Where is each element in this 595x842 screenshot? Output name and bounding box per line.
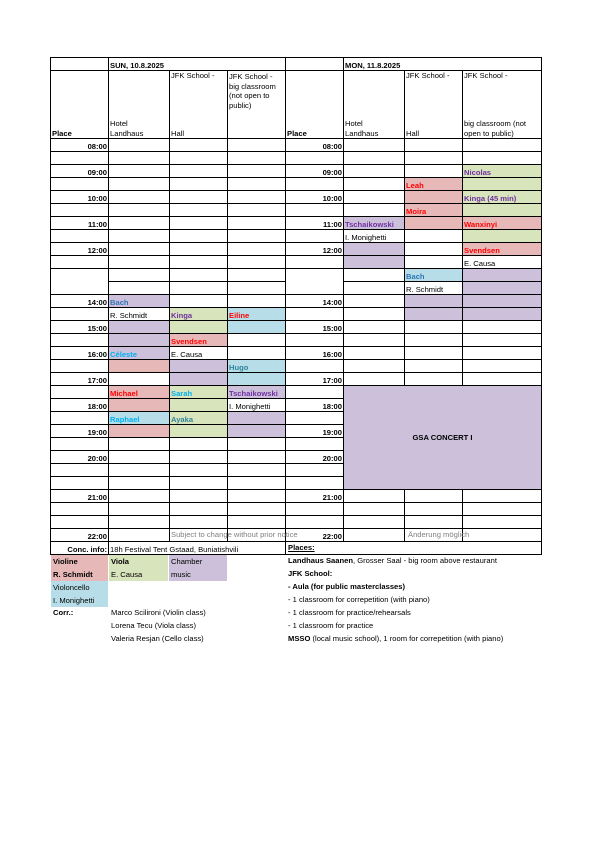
time-label: 20:00	[286, 451, 344, 464]
places-landhaus-name: Landhaus Saanen	[288, 556, 353, 565]
time-label: 17:00	[286, 373, 344, 386]
places-landhaus-desc: , Grosser Saal - big room above restaurant	[353, 556, 497, 565]
day1-date: SUN, 10.8.2025	[109, 58, 286, 71]
slot-e-causa: E. Causa	[463, 256, 542, 269]
col-jfk-hall-label: Hall	[406, 128, 420, 138]
legend-viola: Viola	[109, 555, 168, 568]
slot-kinga: Kinga (45 min)	[463, 191, 542, 204]
time-label: 11:00	[51, 217, 109, 230]
time-label: 16:00	[51, 347, 109, 360]
legend-r-schmidt: R. Schmidt	[51, 568, 108, 581]
slot-wanxinyi: Wanxinyi	[463, 217, 542, 230]
day2-date: MON, 11.8.2025	[344, 58, 542, 71]
conc-info-text: 18h Festival Tent Gstaad, Buniatishvili	[109, 542, 286, 555]
time-label: 18:00	[51, 399, 109, 412]
time-label: 16:00	[286, 347, 344, 360]
places-landhaus	[288, 556, 497, 566]
places-msso-desc: (local music school), 1 room for correpetition (with piano)	[310, 634, 504, 643]
schedule-table	[50, 57, 542, 555]
blank-cell	[51, 58, 109, 71]
slot-i-monighetti: I. Monighetti	[228, 399, 286, 412]
time-label: 21:00	[286, 490, 344, 503]
time-label: 10:00	[51, 191, 109, 204]
slot-ayaka: Ayaka	[170, 412, 228, 425]
slot-r-schmidt: R. Schmidt	[109, 308, 170, 321]
places-room3: - 1 classroom for practice	[288, 621, 374, 630]
time-label: 18:00	[286, 399, 344, 412]
time-label: 12:00	[51, 243, 109, 256]
slot-sarah: Sarah	[170, 386, 228, 399]
slot-hugo: Hugo	[228, 360, 286, 373]
time-label: 19:00	[51, 425, 109, 438]
place-header: Place	[286, 71, 344, 139]
time-label: 17:00	[51, 373, 109, 386]
legend-chamber: Chamber	[169, 555, 227, 568]
slot-r-schmidt: R. Schmidt	[405, 282, 463, 295]
slot-bach: Bach	[405, 269, 463, 282]
slot-celeste: Céleste	[109, 347, 170, 360]
time-label: 09:00	[286, 165, 344, 178]
legend-music: music	[169, 568, 227, 581]
col-jfk-hall	[405, 71, 463, 139]
note-aenderung: Änderung möglich	[408, 530, 470, 539]
legend-e-causa: E. Causa	[109, 568, 168, 581]
places-title: Places:	[288, 543, 315, 552]
places-jfk: JFK School:	[288, 569, 333, 578]
time-label: 22:00	[51, 529, 109, 542]
corr-viola: Lorena Tecu (Viola class)	[111, 621, 196, 630]
corr-violin: Marco Scilironi (Violin class)	[111, 608, 206, 617]
slot-i-monighetti: I. Monighetti	[344, 230, 405, 243]
time-label: 21:00	[51, 490, 109, 503]
col-jfk-top: JFK School -	[464, 71, 508, 80]
col-jfk-hall	[170, 71, 228, 139]
col-hotel-landhaus: Hotel Landhaus	[344, 71, 405, 139]
col-jfk-classroom-label: big classroom (not open to public)	[464, 119, 527, 138]
time-label: 11:00	[286, 217, 344, 230]
slot-e-causa: E. Causa	[170, 347, 228, 360]
time-label: 22:00	[286, 529, 344, 542]
time-label: 08:00	[51, 139, 109, 152]
slot-raphael: Raphael	[109, 412, 170, 425]
concert-block: GSA CONCERT I	[344, 386, 542, 490]
time-label: 19:00	[286, 425, 344, 438]
time-label: 15:00	[286, 321, 344, 334]
col-jfk-top: JFK School -	[171, 71, 215, 80]
blank-cell	[286, 58, 344, 71]
col-jfk-classroom	[463, 71, 542, 139]
places-msso-name: MSSO	[288, 634, 311, 643]
time-label: 08:00	[286, 139, 344, 152]
time-label: 14:00	[286, 295, 344, 308]
slot-eiline: Eiline	[228, 308, 286, 321]
time-label: 15:00	[51, 321, 109, 334]
places-room2: - 1 classroom for practice/rehearsals	[288, 608, 411, 617]
time-label: 12:00	[286, 243, 344, 256]
places-room1: - 1 classroom for correpetition (with piano)	[288, 595, 430, 604]
slot-leah: Leah	[405, 178, 463, 191]
time-label: 14:00	[51, 295, 109, 308]
time-label: 09:00	[51, 165, 109, 178]
col-jfk-classroom: JFK School - big classroom (not open to public)	[228, 71, 286, 139]
note-subject-to-change: Subject to change without prior notice	[171, 530, 298, 539]
legend-violoncello: Violoncello	[51, 581, 108, 594]
slot-svendsen: Svendsen	[463, 243, 542, 256]
corr-cello: Valeria Resjan (Cello class)	[111, 634, 204, 643]
time-label: 20:00	[51, 451, 109, 464]
places-aula: - Aula (for public masterclasses)	[288, 582, 406, 591]
col-hotel-landhaus: Hotel Landhaus	[109, 71, 170, 139]
places-msso	[288, 634, 542, 644]
slot-nicolas: Nicolas	[463, 165, 542, 178]
slot-kinga: Kinga	[170, 308, 228, 321]
legend-i-monighetti: I. Monighetti	[51, 594, 108, 607]
slot-tschaikowski: Tschaikowski	[344, 217, 405, 230]
time-label: 10:00	[286, 191, 344, 204]
col-jfk-top: JFK School -	[406, 71, 450, 80]
slot-svendsen: Svendsen	[170, 334, 228, 347]
place-header: Place	[51, 71, 109, 139]
slot-bach: Bach	[109, 295, 170, 308]
legend-violine: Violine	[51, 555, 108, 568]
col-jfk-hall-label: Hall	[171, 128, 185, 138]
conc-info-label: Conc. info:	[51, 542, 109, 555]
slot-tschaikowski: Tschaikowski	[228, 386, 286, 399]
corr-label: Corr.:	[53, 608, 74, 617]
slot-moira: Moira	[405, 204, 463, 217]
slot-michael: Michael	[109, 386, 170, 399]
